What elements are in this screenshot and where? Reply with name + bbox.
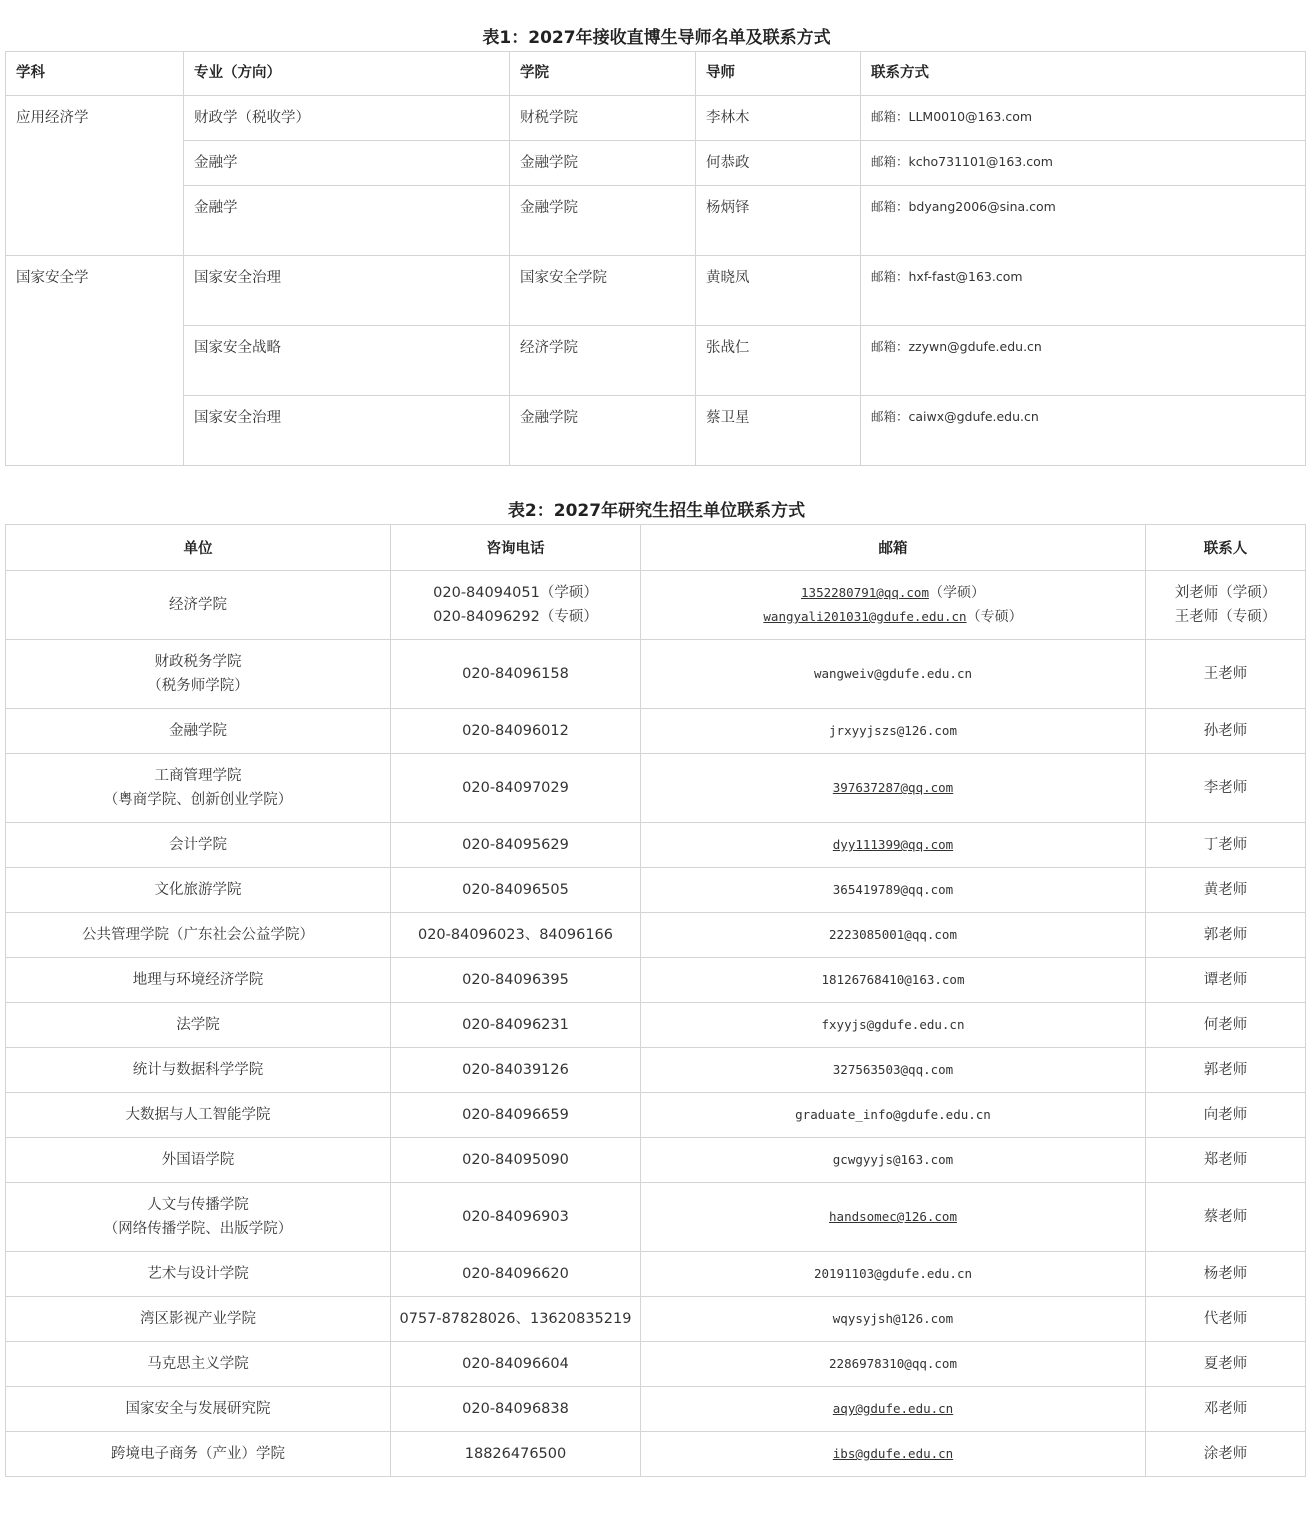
- unit-name: 文化旅游学院: [154, 882, 242, 898]
- advisor-cell: 张战仁: [696, 326, 861, 396]
- unit-cell: [6, 640, 391, 709]
- table1-caption: 表1：2027年接收直博生导师名单及联系方式: [482, 28, 831, 48]
- email-cell: [641, 913, 1146, 958]
- contact-person: 王老师: [1203, 666, 1248, 682]
- unit-cell: [6, 913, 391, 958]
- unit-name: 外国语学院: [161, 1152, 235, 1168]
- email-address: 2286978310@qq.com: [829, 1356, 957, 1371]
- phone-number: 020-84097029: [462, 780, 569, 796]
- email-cell: [641, 640, 1146, 709]
- email-cell: [641, 1387, 1146, 1432]
- header-contact: 联系方式: [861, 52, 1306, 96]
- table-row: [6, 1342, 1306, 1387]
- contact-person-cell: [1146, 1297, 1306, 1342]
- contact-person: 郑老师: [1203, 1152, 1248, 1168]
- table-row: [6, 256, 1306, 326]
- contact-person: 丁老师: [1203, 837, 1248, 853]
- major-cell: 国家安全战略: [184, 326, 510, 396]
- contact-person-cell: [1146, 958, 1306, 1003]
- email-link[interactable]: aqy@gdufe.edu.cn: [832, 1401, 954, 1416]
- header-college: 学院: [510, 52, 696, 96]
- unit-name: 金融学院: [169, 723, 227, 739]
- table-row: [6, 868, 1306, 913]
- contact-person: 郭老师: [1203, 1062, 1248, 1078]
- email-cell: [641, 1183, 1146, 1252]
- table-row: [6, 640, 1306, 709]
- phone-number: 18826476500: [464, 1446, 567, 1462]
- phone-cell: [391, 754, 641, 823]
- table-row: [6, 1093, 1306, 1138]
- unit-cell: [6, 1342, 391, 1387]
- contact-person-cell: [1146, 571, 1306, 640]
- phone-number: 020-84096012: [462, 723, 569, 739]
- phone-number: 020-84096158: [462, 666, 569, 682]
- email-line: [641, 1148, 1145, 1172]
- email-cell: [641, 1342, 1146, 1387]
- email-link[interactable]: dyy111399@qq.com: [832, 837, 954, 852]
- phone-cell: [391, 1297, 641, 1342]
- unit-cell: [6, 1252, 391, 1297]
- contact-table-header: [6, 525, 1306, 571]
- email-line: [641, 1058, 1145, 1082]
- college-cell: 金融学院: [510, 141, 696, 186]
- email-link[interactable]: 397637287@qq.com: [832, 780, 954, 795]
- unit-name: 艺术与设计学院: [147, 1266, 249, 1282]
- unit-cell: [6, 1432, 391, 1477]
- email-address: fxyyjs@gdufe.edu.cn: [821, 1017, 965, 1032]
- contact-person-cell: [1146, 1252, 1306, 1297]
- contact-person-cell: [1146, 1138, 1306, 1183]
- unit-cell: [6, 754, 391, 823]
- phone-cell: [391, 1183, 641, 1252]
- unit-name: 法学院: [176, 1017, 220, 1033]
- unit-name: （粤商学院、创新创业学院）: [103, 792, 293, 808]
- unit-cell: [6, 823, 391, 868]
- email-address: jrxyyjszs@126.com: [829, 723, 957, 738]
- table-row: [6, 326, 1306, 396]
- contact-person: 黄老师: [1203, 882, 1248, 898]
- contact-person: 谭老师: [1203, 972, 1248, 988]
- unit-name: 跨境电子商务（产业）学院: [111, 1446, 285, 1462]
- email-cell: [641, 958, 1146, 1003]
- contact-person: 孙老师: [1203, 723, 1248, 739]
- phone-number: 020-84096023、84096166: [417, 927, 613, 943]
- contact-person: 代老师: [1203, 1311, 1248, 1327]
- major-cell: 金融学: [184, 186, 510, 256]
- phone-number: 020-84096659: [462, 1107, 569, 1123]
- unit-cell: [6, 1138, 391, 1183]
- unit-name: 马克思主义学院: [147, 1356, 249, 1372]
- email-note: （专硕）: [966, 609, 1023, 625]
- phone-number: 020-84096231: [462, 1017, 569, 1033]
- contact-person: 李老师: [1203, 780, 1248, 796]
- table-row: [6, 1183, 1306, 1252]
- header-contact-person: 联系人: [1146, 525, 1306, 571]
- email-cell: [641, 1003, 1146, 1048]
- email-link[interactable]: wangyali201031@gdufe.edu.cn: [763, 609, 967, 624]
- unit-cell: [6, 868, 391, 913]
- email-line: [641, 1397, 1145, 1421]
- table-row: [6, 1252, 1306, 1297]
- email-address: wqysyjsh@126.com: [832, 1311, 954, 1326]
- unit-name: 工商管理学院: [154, 768, 242, 784]
- phone-cell: [391, 1093, 641, 1138]
- email-cell: [641, 754, 1146, 823]
- table-row: [6, 1138, 1306, 1183]
- phone-number: 020-84096395: [462, 972, 569, 988]
- unit-cell: [6, 1297, 391, 1342]
- contact-person-cell: [1146, 709, 1306, 754]
- contact-person-cell: [1146, 868, 1306, 913]
- header-unit: 单位: [6, 525, 391, 571]
- contact-cell: 邮箱：caiwx@gdufe.edu.cn: [861, 396, 1306, 466]
- phone-cell: [391, 1138, 641, 1183]
- phone-number: 020-84096620: [462, 1266, 569, 1282]
- email-cell: [641, 709, 1146, 754]
- contact-person-cell: [1146, 1387, 1306, 1432]
- phone-cell: [391, 1003, 641, 1048]
- college-cell: 财税学院: [510, 96, 696, 141]
- phone-number: 020-84096505: [462, 882, 569, 898]
- email-line: [641, 662, 1145, 686]
- unit-name: 财政税务学院: [154, 654, 242, 670]
- table-row: [6, 1003, 1306, 1048]
- phone-number: 0757-87828026、13620835219: [399, 1311, 632, 1327]
- email-address: gcwgyyjs@163.com: [832, 1152, 954, 1167]
- major-cell: 国家安全治理: [184, 396, 510, 466]
- email-line: [641, 1103, 1145, 1127]
- table-row: [6, 186, 1306, 256]
- phone-number: 020-84096903: [462, 1209, 569, 1225]
- contact-cell: 邮箱：bdyang2006@sina.com: [861, 186, 1306, 256]
- email-line: [641, 968, 1145, 992]
- email-line: [641, 1205, 1145, 1229]
- table-row: [6, 141, 1306, 186]
- unit-name: （网络传播学院、出版学院）: [103, 1221, 293, 1237]
- email-line: [641, 1307, 1145, 1331]
- contact-person-cell: [1146, 640, 1306, 709]
- contact-person: 杨老师: [1203, 1266, 1248, 1282]
- email-line: [641, 923, 1145, 947]
- unit-cell: [6, 1093, 391, 1138]
- contact-cell: 邮箱：zzywn@gdufe.edu.cn: [861, 326, 1306, 396]
- email-address: 18126768410@163.com: [821, 972, 965, 987]
- phone-cell: [391, 1432, 641, 1477]
- email-cell: [641, 1297, 1146, 1342]
- unit-cell: [6, 1387, 391, 1432]
- phone-cell: [391, 571, 641, 640]
- contact-cell: 邮箱：hxf-fast@163.com: [861, 256, 1306, 326]
- email-line: [641, 878, 1145, 902]
- phone-cell: [391, 1048, 641, 1093]
- table2-caption: 表2：2027年研究生招生单位联系方式: [507, 501, 806, 521]
- unit-name: 地理与环境经济学院: [132, 972, 264, 988]
- phone-cell: [391, 913, 641, 958]
- contact-person-cell: [1146, 754, 1306, 823]
- contact-person-cell: [1146, 913, 1306, 958]
- unit-name: 大数据与人工智能学院: [125, 1107, 271, 1123]
- major-cell: 国家安全治理: [184, 256, 510, 326]
- advisor-cell: 杨炳铎: [696, 186, 861, 256]
- email-line: [641, 833, 1145, 857]
- advisor-table: [5, 51, 1306, 466]
- email-cell: [641, 868, 1146, 913]
- contact-person: 王老师（专硕）: [1174, 609, 1277, 625]
- contact-cell: 邮箱：LLM0010@163.com: [861, 96, 1306, 141]
- header-phone: 咨询电话: [391, 525, 641, 571]
- header-major: 专业（方向）: [184, 52, 510, 96]
- header-advisor: 导师: [696, 52, 861, 96]
- contact-person: 蔡老师: [1203, 1209, 1248, 1225]
- advisor-cell: 李林木: [696, 96, 861, 141]
- header-discipline: 学科: [6, 52, 184, 96]
- unit-name: 湾区影视产业学院: [140, 1311, 256, 1327]
- contact-person: 夏老师: [1203, 1356, 1248, 1372]
- email-line: [641, 581, 1145, 605]
- phone-cell: [391, 958, 641, 1003]
- contact-person-cell: [1146, 1003, 1306, 1048]
- email-address: graduate_info@gdufe.edu.cn: [795, 1107, 991, 1122]
- contact-person-cell: [1146, 1183, 1306, 1252]
- email-note: （学硕）: [928, 585, 985, 601]
- email-line: [641, 776, 1145, 800]
- unit-cell: [6, 1003, 391, 1048]
- email-link[interactable]: handsomec@126.com: [829, 1209, 957, 1224]
- unit-name: 人文与传播学院: [147, 1197, 249, 1213]
- contact-person: 涂老师: [1203, 1446, 1248, 1462]
- phone-cell: [391, 1252, 641, 1297]
- unit-cell: [6, 571, 391, 640]
- table-row: [6, 1387, 1306, 1432]
- table-row: [6, 1048, 1306, 1093]
- unit-cell: [6, 958, 391, 1003]
- email-cell: [641, 823, 1146, 868]
- advisor-cell: 蔡卫星: [696, 396, 861, 466]
- phone-number: 020-84096838: [462, 1401, 569, 1417]
- contact-person-cell: [1146, 823, 1306, 868]
- phone-number: 020-84095629: [462, 837, 569, 853]
- email-line: [641, 1442, 1145, 1466]
- phone-cell: [391, 709, 641, 754]
- email-cell: [641, 1138, 1146, 1183]
- email-address: 2223085001@qq.com: [829, 927, 957, 942]
- contact-person-cell: [1146, 1432, 1306, 1477]
- advisor-table-header: [6, 52, 1306, 96]
- email-line: [641, 605, 1145, 629]
- table-row: [6, 1432, 1306, 1477]
- admissions-contact-table: [5, 524, 1306, 1477]
- unit-name: （税务师学院）: [147, 678, 249, 694]
- unit-cell: [6, 1048, 391, 1093]
- email-link[interactable]: 1352280791@qq.com: [801, 585, 929, 600]
- discipline-cell: 应用经济学: [6, 96, 184, 256]
- discipline-cell: 国家安全学: [6, 256, 184, 466]
- table-row: [6, 709, 1306, 754]
- contact-cell: 邮箱：kcho731101@163.com: [861, 141, 1306, 186]
- advisor-cell: 何恭政: [696, 141, 861, 186]
- college-cell: 经济学院: [510, 326, 696, 396]
- email-line: [641, 719, 1145, 743]
- email-address: 327563503@qq.com: [832, 1062, 954, 1077]
- college-cell: 金融学院: [510, 186, 696, 256]
- unit-cell: [6, 1183, 391, 1252]
- email-cell: [641, 1093, 1146, 1138]
- table-row: [6, 913, 1306, 958]
- unit-name: 国家安全与发展研究院: [125, 1401, 271, 1417]
- phone-cell: [391, 640, 641, 709]
- unit-name: 统计与数据科学学院: [132, 1062, 264, 1078]
- email-cell: [641, 1432, 1146, 1477]
- email-address: 365419789@qq.com: [832, 882, 954, 897]
- table-row: [6, 958, 1306, 1003]
- email-address: 20191103@gdufe.edu.cn: [813, 1266, 973, 1281]
- phone-number: 020-84094051（学硕）: [433, 585, 598, 601]
- major-cell: 财政学（税收学）: [184, 96, 510, 141]
- contact-person-cell: [1146, 1048, 1306, 1093]
- phone-number: 020-84096292（专硕）: [433, 609, 598, 625]
- table-row: [6, 754, 1306, 823]
- email-line: [641, 1262, 1145, 1286]
- unit-cell: [6, 709, 391, 754]
- email-cell: [641, 571, 1146, 640]
- phone-number: 020-84096604: [462, 1356, 569, 1372]
- phone-cell: [391, 868, 641, 913]
- major-cell: 金融学: [184, 141, 510, 186]
- header-email: 邮箱: [641, 525, 1146, 571]
- table-row: [6, 396, 1306, 466]
- phone-cell: [391, 1342, 641, 1387]
- email-address: wangweiv@gdufe.edu.cn: [813, 666, 973, 681]
- table-row: [6, 1297, 1306, 1342]
- phone-number: 020-84039126: [462, 1062, 569, 1078]
- unit-name: 公共管理学院（广东社会公益学院）: [82, 927, 314, 943]
- phone-cell: [391, 1387, 641, 1432]
- college-cell: 国家安全学院: [510, 256, 696, 326]
- advisor-cell: 黄晓凤: [696, 256, 861, 326]
- contact-person-cell: [1146, 1342, 1306, 1387]
- contact-person: 邓老师: [1203, 1401, 1248, 1417]
- contact-person: 向老师: [1203, 1107, 1248, 1123]
- email-cell: [641, 1048, 1146, 1093]
- contact-person: 何老师: [1203, 1017, 1248, 1033]
- table-row: [6, 571, 1306, 640]
- contact-person: 刘老师（学硕）: [1174, 585, 1277, 601]
- unit-name: 会计学院: [169, 837, 227, 853]
- phone-cell: [391, 823, 641, 868]
- contact-person: 郭老师: [1203, 927, 1248, 943]
- email-line: [641, 1352, 1145, 1376]
- college-cell: 金融学院: [510, 396, 696, 466]
- phone-number: 020-84095090: [462, 1152, 569, 1168]
- unit-name: 经济学院: [169, 597, 227, 613]
- email-link[interactable]: ibs@gdufe.edu.cn: [832, 1446, 954, 1461]
- contact-person-cell: [1146, 1093, 1306, 1138]
- table-row: [6, 823, 1306, 868]
- table-row: [6, 96, 1306, 141]
- email-cell: [641, 1252, 1146, 1297]
- email-line: [641, 1013, 1145, 1037]
